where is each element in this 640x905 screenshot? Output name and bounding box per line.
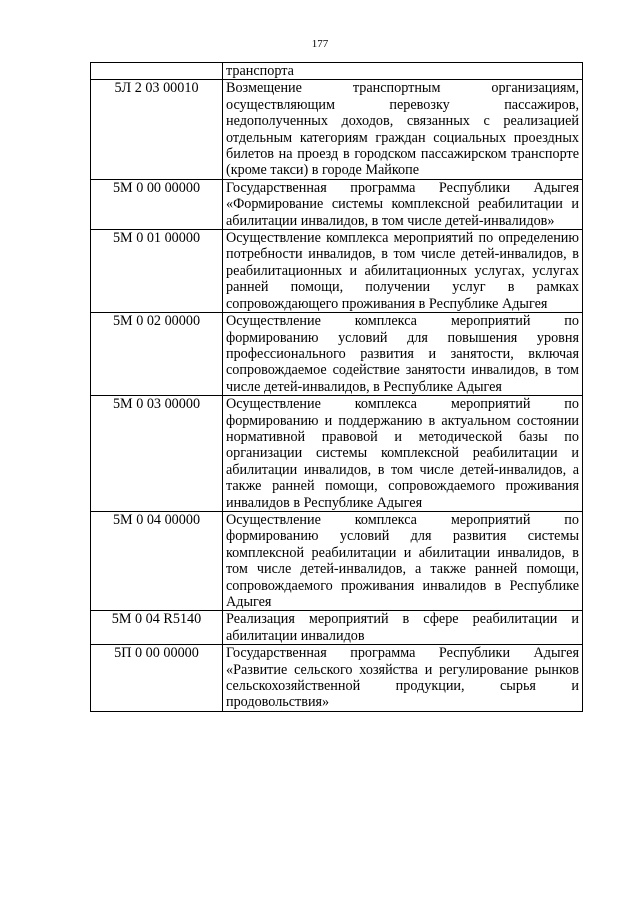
row-description: Государственная программа Республики Адыгея «Развитие сельского хозяйства и регулирование рынков сельскохозяйственной продукции, сырья и продовольствия» xyxy=(223,645,583,712)
row-code: 5М 0 04 00000 xyxy=(91,511,223,610)
table-row xyxy=(91,179,583,229)
row-description: Осуществление комплекса мероприятий по формированию условий для повышения уровня профессионального развития и занятости, включая сопровождаемое содействие занятости инвалидов, в том числе детей-инвалидов, в Республике Адыгея xyxy=(223,313,583,396)
row-code: 5М 0 00 00000 xyxy=(91,179,223,229)
page-number: 177 xyxy=(311,38,329,50)
table-row xyxy=(91,230,583,313)
table-row xyxy=(91,396,583,512)
row-code: 5М 0 01 00000 xyxy=(91,230,223,313)
table-row xyxy=(91,611,583,645)
table-row xyxy=(91,313,583,396)
row-code: 5Л 2 03 00010 xyxy=(91,80,223,179)
row-description: Реализация мероприятий в сфере реабилитации и абилитации инвалидов xyxy=(223,611,583,645)
row-code: 5М 0 04 R5140 xyxy=(91,611,223,645)
row-code: 5М 0 02 00000 xyxy=(91,313,223,396)
row-code: 5П 0 00 00000 xyxy=(91,645,223,712)
row-description: Осуществление комплекса мероприятий по формированию условий для развития системы комплексной реабилитации и абилитации инвалидов, в том числе детей-инвалидов, а также ранней помощи, сопровождаемого проживания инвалидов в Республике Адыгея xyxy=(223,511,583,610)
table-row xyxy=(91,80,583,179)
table-row xyxy=(91,645,583,712)
row-description: Осуществление комплекса мероприятий по формированию и поддержанию в актуальном состоянии нормативной правовой и методической базы по организации системы комплексной реабилитации и абилитации инвалидов, в том числе детей-инвалидов, а также ранней помощи, сопровождаемого проживания инвалидов в Республике Адыгея xyxy=(223,396,583,512)
row-description: Возмещение транспортным организациям, осуществляющим перевозку пассажиров, недополученных доходов, связанных с реализацией отдельным категориям граждан социальных проездных билетов на проезд в городском пассажирском транспорте (кроме такси) в городе Майкопе xyxy=(223,80,583,179)
row-description: транспорта xyxy=(223,63,583,80)
row-description: Осуществление комплекса мероприятий по определению потребности инвалидов, в том числе детей-инвалидов, в реабилитационных и абилитационных услугах, услугах ранней помощи, получении услуг в рамках сопровождающего проживания в Республике Адыгея xyxy=(223,230,583,313)
row-description: Государственная программа Республики Адыгея «Формирование системы комплексной реабилитации и абилитации инвалидов, в том числе детей-инвалидов» xyxy=(223,179,583,229)
row-code xyxy=(91,63,223,80)
budget-codes-table xyxy=(90,62,583,712)
row-code: 5М 0 03 00000 xyxy=(91,396,223,512)
table-row xyxy=(91,511,583,610)
table-row xyxy=(91,63,583,80)
